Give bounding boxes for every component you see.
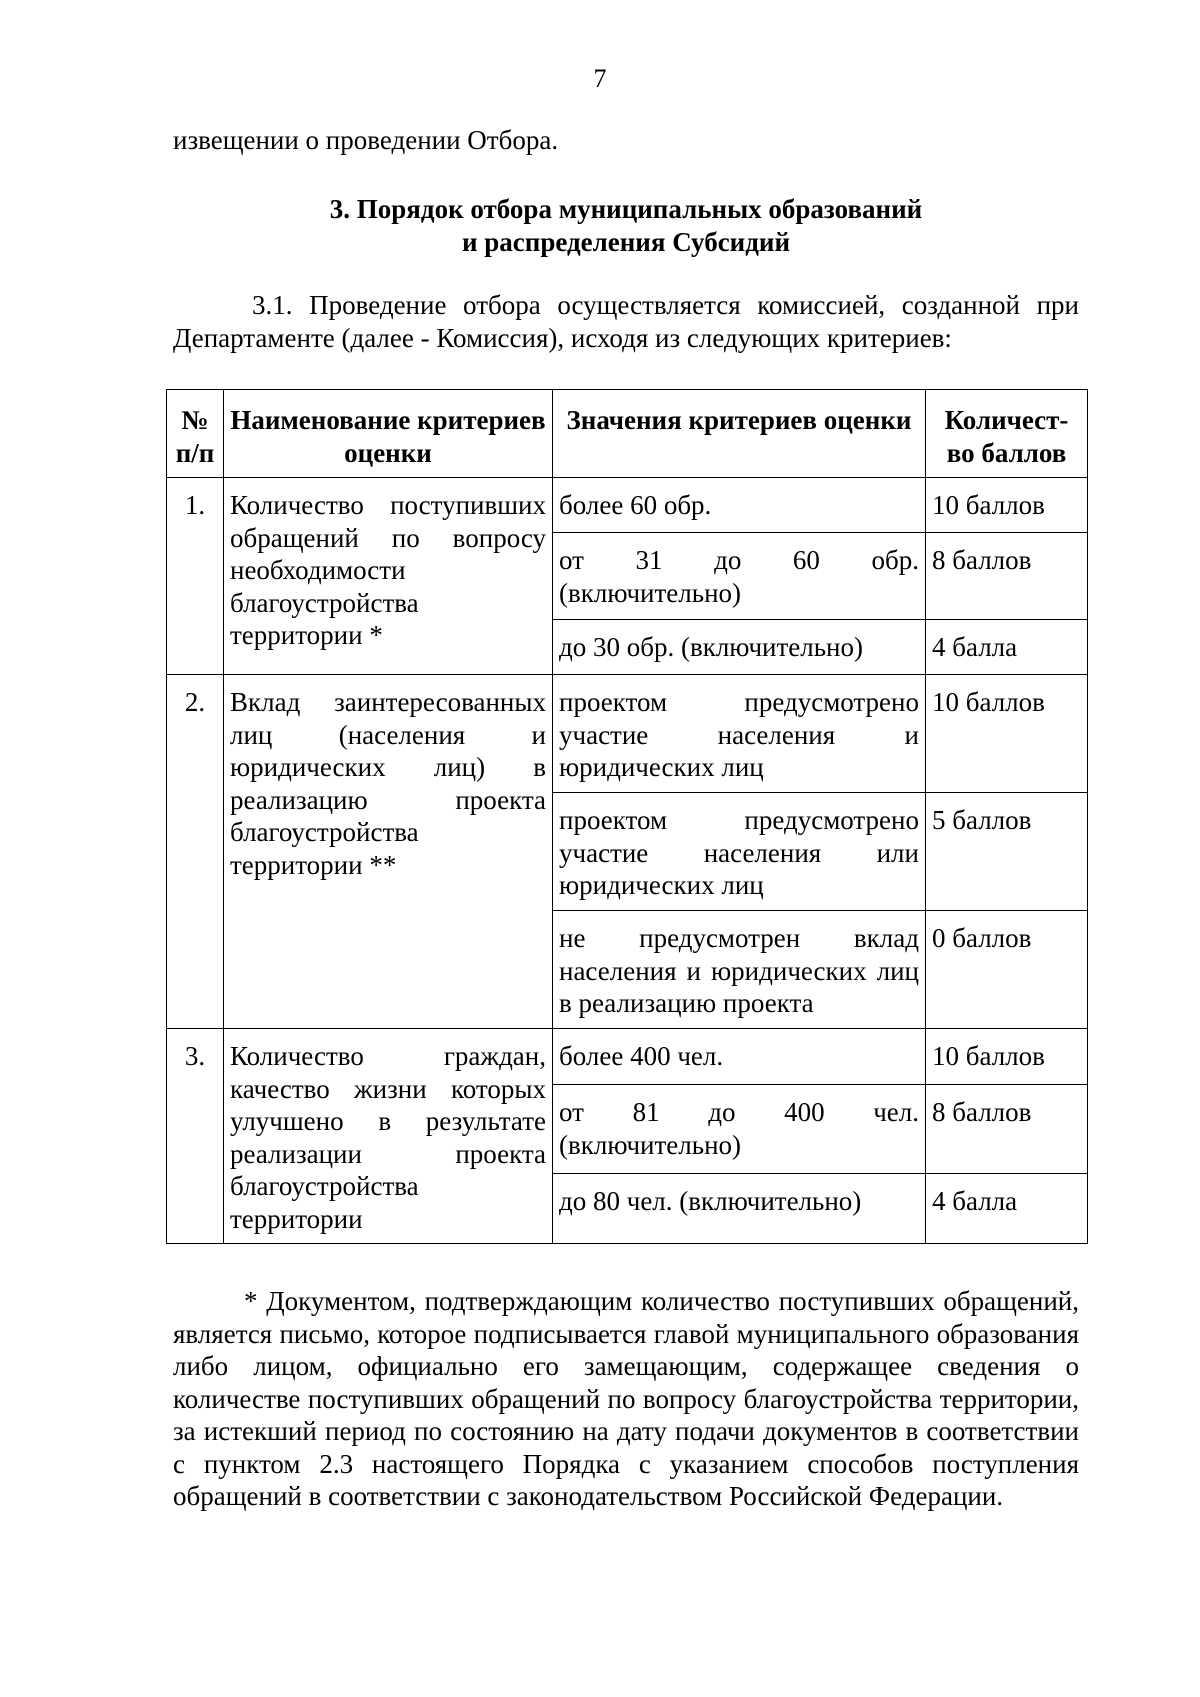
- criterion-value: проектом предусмотрено участие населения и юридических лиц: [553, 675, 926, 793]
- criterion-value: до 80 чел. (включительно): [553, 1173, 926, 1243]
- criterion-points: 4 балла: [926, 1173, 1088, 1243]
- section-heading-line-2: и распределения Субсидий: [461, 227, 791, 257]
- table-header-row: [167, 390, 1088, 478]
- header-name: Наименование критериев оценки: [224, 390, 553, 478]
- table-row: [167, 1029, 1088, 1085]
- criterion-value: не предусмотрен вклад населения и юридических лиц в реализацию проекта: [553, 911, 926, 1029]
- criterion-value: проектом предусмотрено участие населения или юридических лиц: [553, 793, 926, 911]
- section-heading-line-1: 3. Порядок отбора муниципальных образований: [329, 194, 923, 224]
- criterion-points: 10 баллов: [926, 478, 1088, 533]
- criterion-points: 10 баллов: [926, 1029, 1088, 1085]
- section-heading: [173, 193, 1079, 259]
- criterion-name: Количество граждан, качество жизни которых улучшено в результате реализации проекта благоустройства территории: [224, 1029, 553, 1244]
- criterion-points: 8 баллов: [926, 533, 1088, 620]
- row-num: 3.: [167, 1029, 224, 1244]
- criterion-value: до 30 обр. (включительно): [553, 620, 926, 675]
- criterion-value: более 400 чел.: [553, 1029, 926, 1085]
- footnote: * Документом, подтверждающим количество поступивших обращений, является письмо, которое подписывается главой муниципального образования либо лицом, официально его замещающим, содержащее сведения о количестве поступивших обращений по вопросу благоустройства территории, за истекший период по состоянию на дату подачи документов в соответствии с пунктом 2.3 настоящего Порядка с указанием способов поступления обращений в соответствии с законодательством Российской Федерации.: [173, 1286, 1079, 1511]
- intro-paragraph: 3.1. Проведение отбора осуществляется комиссией, созданной при Департаменте (далее - Комиссия), исходя из следующих критериев:: [173, 290, 1079, 353]
- row-num: 2.: [167, 675, 224, 1029]
- header-points: Количест-во баллов: [926, 390, 1088, 478]
- table-row: [167, 478, 1088, 533]
- criterion-name: Вклад заинтересованных лиц (населения и юридических лиц) в реализацию проекта благоустройства территории **: [224, 675, 553, 1029]
- criterion-points: 4 балла: [926, 620, 1088, 675]
- criteria-table: [166, 389, 1088, 1244]
- criterion-points: 5 баллов: [926, 793, 1088, 911]
- criterion-value: от 81 до 400 чел. (включительно): [553, 1085, 926, 1174]
- row-num: 1.: [167, 478, 224, 675]
- criterion-value: более 60 обр.: [553, 478, 926, 533]
- criterion-value: от 31 до 60 обр. (включительно): [553, 533, 926, 620]
- header-value: Значения критериев оценки: [553, 390, 926, 478]
- criterion-points: 10 баллов: [926, 675, 1088, 793]
- criterion-points: 0 баллов: [926, 911, 1088, 1029]
- header-num: № п/п: [167, 390, 224, 478]
- page-number: 7: [593, 64, 607, 93]
- criterion-name: Количество поступивших обращений по вопросу необходимости благоустройства территории *: [224, 478, 553, 675]
- continuation-text: извещении о проведении Отбора.: [173, 125, 559, 155]
- criterion-points: 8 баллов: [926, 1085, 1088, 1174]
- table-row: [167, 675, 1088, 793]
